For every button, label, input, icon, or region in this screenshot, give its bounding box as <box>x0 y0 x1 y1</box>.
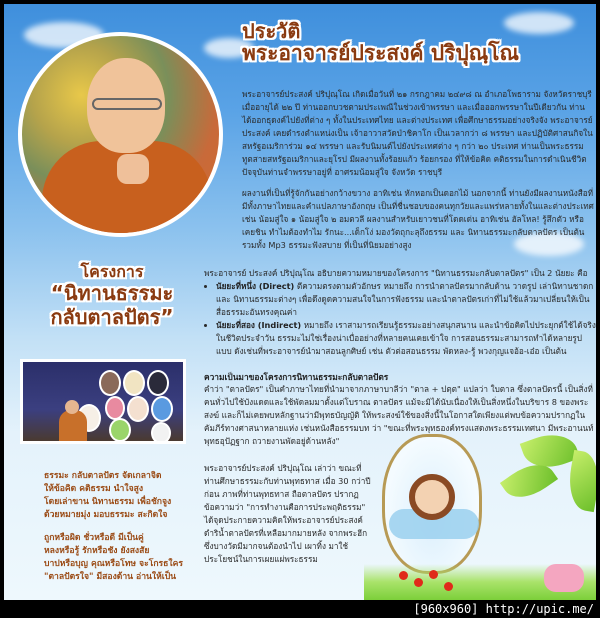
poem-line: ธรรมะ กลับตาลปัตร จัดเกลาจิต <box>44 471 162 481</box>
poem-line: "ตาลปัตรใจ" มีสองด้าน อ่านให้เป็น <box>44 572 177 582</box>
poem-line: หลงหรือรู้ รักหรือชัง ยังสงสัย <box>44 546 150 556</box>
fist <box>117 154 149 184</box>
title-line-1: ประวัติ <box>242 19 301 43</box>
poem-stanza-1 <box>44 470 171 522</box>
monk-head-small <box>65 400 79 414</box>
watermark: [960x960] http://upic.me/ <box>413 602 594 616</box>
painted-fan <box>123 370 145 396</box>
project-title-line-2: “นิทานธรรมะ <box>50 281 174 306</box>
page-title <box>242 20 519 65</box>
meditating-child-illustration <box>409 474 455 520</box>
project-title-line-3: กลับตาลปัตร” <box>50 305 174 330</box>
poem-line: ให้ข้อคิด คติธรรม นำใจสูง <box>44 484 144 494</box>
poster <box>4 4 596 600</box>
stage-photo <box>20 359 186 444</box>
project-meaning-section <box>204 267 596 358</box>
history-paragraph: คำว่า "ตาลปัตร" เป็นคำภาษาไทยที่นำมาจากภาษาบาลีว่า "ตาล + ปตฺต" แปลว่า ใบตาล ซึ่งตาลปัตรนี้ เป็นสิ่งที่คนทั่วไปใช้บังแดดและใช้พัดลมมาตั้งแต่โบราณ ตาลปัตร แม้จะมิได้นับเนื่องให้เป็นสิ่งหนึ่งในบริขาร 8 ของพระสงฆ์ และก็ไม่เคยพบหลักฐานว่ามีพุทธบัญญัติ ให้พระสงฆ์ใช้ของสิ่งนี้ในโอกาสใดเพียงแต่พบข้อความปรากฏในคัมภีร์ทางศาสนาหลายแห่ง เช่นหนังสือธรรมบท ว่า "ขณะที่พระพุทธองค์ทรงแสดงพระธรรมเทศนา มีพระอานนท์พุทธอุปัฏฐาก ถวายงานพัดอยู่ด้านหลัง" <box>204 384 594 446</box>
title-line-2: พระอาจารย์ประสงค์ ปริปุณฺโณ <box>242 41 519 65</box>
painted-fan <box>151 396 173 422</box>
poem-line: โดยเล่าขาน นิทานธรรม เพื่อชักจูง <box>44 497 172 507</box>
flower-decoration <box>399 571 408 580</box>
history-heading: ความเป็นมาของโครงการนิทานธรรมะกลับตาลปัตร <box>204 372 389 382</box>
meaning-item <box>216 280 596 319</box>
painted-fan <box>105 396 125 420</box>
project-intro: พระอาจารย์ ประสงค์ ปริปุณฺโณ อธิบายความหมายของโครงการ "นิทานธรรมะกลับตาลปัตร" เป็น 2 นัยยะ คือ <box>204 268 588 278</box>
poem-stanza-2 <box>44 532 183 584</box>
project-title <box>22 262 202 329</box>
monk-portrait <box>18 32 223 237</box>
meaning-label: นัยยะที่สอง (Indirect) <box>216 320 302 330</box>
glasses-icon <box>92 98 162 110</box>
biography-paragraph-1: พระอาจารย์ประสงค์ ปริปุณฺโณ เกิดเมื่อวันที่ ๒๑ กรกฎาคม ๒๔๙๘ ณ อำเภอโพธาราม จังหวัดราชบุรี เมื่ออายุได้ ๒๒ ปี ท่านออกบวชตามประเพณีในช่วงเข้าพรรษา และเมื่อออกพรรษาในปีเดียวกัน ท่านได้ออกธุดงค์ไปยังที่ต่าง ๆ ทั้งในประเทศไทย และต่างประเทศ เพื่อศึกษาธรรมอย่างจริงจัง พระอาจารย์ประสงค์ เคยดำรงตำแหน่งเป็น เจ้าอาวาสวัดป่าชิคาโก เป็นเวลากว่า ๘ พรรษา และปฏิบัติศาสนกิจในสหรัฐอเมริการ่วม ๑๔ พรรษา และรับนิมนต์ไปยังประเทศต่าง ๆ กว่า ๒๐ ประเทศ ท่านเป็นพระธรรมทูตสายสหรัฐอเมริกาและยุโรป มีผลงานทั้งร้อยแก้ว ร้อยกรอง ที่ให้ข้อคิด คติธรรมในการดำเนินชีวิต ปัจจุบันท่านจำพรรษาอยู่ที่ อาศรมน้อมสู่ใจ จังหวัด ราชบุรี <box>242 89 593 177</box>
monk-on-stage <box>59 410 87 444</box>
flower-decoration <box>429 570 438 579</box>
poem-line: ถูกหรือผิด ชั่วหรือดี มีเป็นคู่ <box>44 533 144 543</box>
painted-fan <box>127 396 149 422</box>
meaning-text: หมายถึง เราสามารถเรียนรู้ธรรมะอย่างสนุกสนาน และนำข้อคิดไปประยุกต์ใช้ได้จริงในชีวิตประจำวัน ธรรมะไม่ใช่เรื่องน่าเบื่ออย่างที่หลายคนเคยเข้าใจ การสอนธรรมะสามารถทำได้หลายรูปแบบ ดังเช่นที่พระอาจารย์นำมาสอนลูกศิษย์ เช่น ตัวต่อสอนธรรม พัดหลง-รู้ พวงกุญแจอ้อ-เอ๋อ เป็นต้น <box>216 320 596 356</box>
poem-line: บาปหรือบุญ คุณหรือโทษ จะโกรธใคร <box>44 559 183 569</box>
meaning-label: นัยยะที่หนึ่ง (Direct) <box>216 281 295 291</box>
story-paragraph: พระอาจารย์ประสงค์ ปริปุณฺโณ เล่าว่า ขณะที่ท่านศึกษาธรรมะกับท่านพุทธทาส เมื่อ 30 กว่าปีก่อน ภาพที่ท่านพุทธทาส ถือตาลปัตร ปรากฏข้อความว่า "การทำงานคือการประพฤติธรรม" ได้จุดประกายความคิดให้พระอาจารย์ประสงค์ ดำริน้ำตาลปัตรที่เหลือมากมายหลัง จากพระฮีก ซึ่งบางวัดมีมากจนต้องนำไป เผาทิ้ง มาใช้ประโยชน์ในการเผยแผ่พระธรรม <box>204 463 371 564</box>
meaning-item <box>216 319 596 358</box>
flower-decoration <box>414 578 423 587</box>
poem-line: ด้วยหมายมุ่ง มอบธรรมะ สะกิดใจ <box>44 510 168 520</box>
painted-fan <box>109 418 131 442</box>
fist <box>160 234 192 237</box>
flower-decoration <box>444 582 453 591</box>
biography-paragraph-2: ผลงานที่เป็นที่รู้จักกันอย่างกว้างขวาง อาทิเช่น หักหอกเป็นดอกไม้ นอกจากนี้ ท่านยังมีผลงานหนังสือที่มีทั้งภาษาไทยและคำแปลภาษาอังกฤษ เป็นที่ชื่นชอบของคนทุกวัยและแพร่หลายทั้งในและต่างประเทศ เช่น น้อมสู่ใจ ๑ น้อมสู่ใจ ๒ อมตวลี ผลงานสำหรับเยาวชนที่โดดเด่น อาทิเช่น ฮัลโหล! รู้สึกตัว หรือเคยชิน ทำไมต้องทำไม รักนะ...เด็กโง่ มองวัตถุกะลุถึงธรรม และ นิทานธรรมะกลับตาลปัตร เป็นต้น รวมทั้ง Mp3 ธรรมะฟังสบาย ที่เป็นที่นิยมอย่างสูง <box>242 188 594 250</box>
meaning-text: ตีความตรงตามตัวอักษร หมายถึง การนำตาลปัตรมากลับด้าน วาดรูป เล่านิทานชาดก และ นิทานธรรมะต่างๆ เพื่อดึงดูดความสนใจในการฟังธรรม และนำตาลปัตรเก่าที่ไม่ใช้แล้วมาเปลี่ยนให้เป็นสื่อธรรมะอันทรงคุณค่า <box>216 281 594 317</box>
painted-fan <box>99 370 121 396</box>
meaning-list <box>204 280 596 358</box>
painted-fan <box>147 370 169 396</box>
toy-car-illustration <box>544 564 584 592</box>
project-title-line-1: โครงการ <box>80 262 144 281</box>
painted-fan <box>151 422 171 444</box>
